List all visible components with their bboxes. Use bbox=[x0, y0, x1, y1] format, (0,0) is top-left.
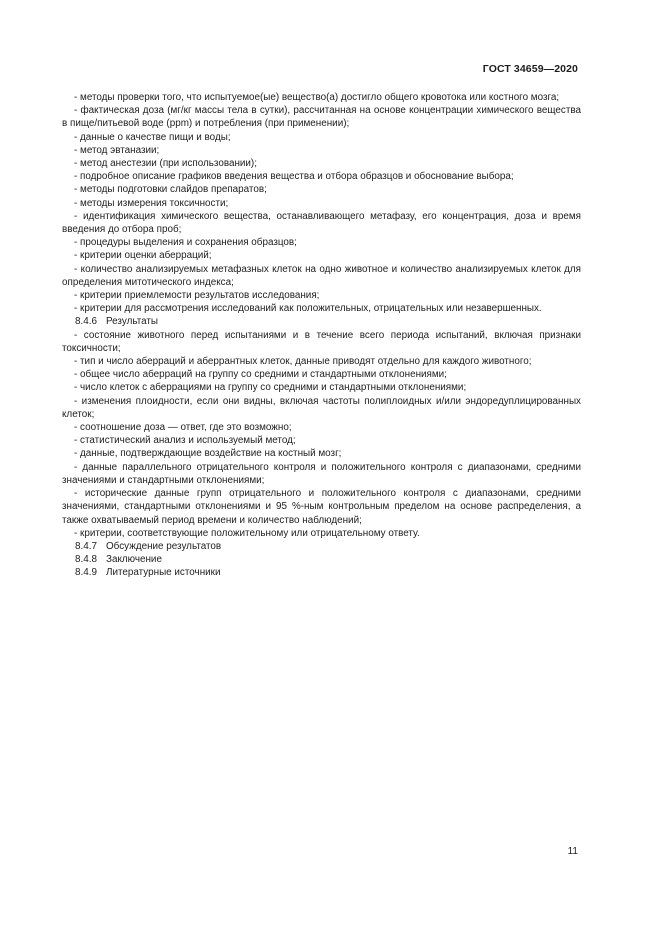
document-body bbox=[62, 91, 581, 580]
list-item: - методы измерения токсичности; bbox=[74, 197, 229, 209]
list-item: - данные о качестве пищи и воды; bbox=[74, 131, 231, 143]
section-8-4-9-heading bbox=[62, 566, 581, 579]
list-item: - изменения плоидности, если они видны, включая частоты полиплоидных и/или эндоредуплицированных клеток; bbox=[62, 395, 581, 420]
list-item: - метод анестезии (при использовании); bbox=[74, 158, 257, 170]
page-number: 11 bbox=[567, 846, 578, 857]
section-number: 8.4.9 bbox=[75, 567, 97, 579]
document-code: ГОСТ 34659—2020 bbox=[482, 63, 578, 75]
section-title: Литературные источники bbox=[106, 567, 221, 579]
section-title: Результаты bbox=[106, 316, 159, 328]
list-item: - общее число аберраций на группу со средними и стандартными отклонениями; bbox=[74, 369, 447, 381]
section-number: 8.4.8 bbox=[75, 554, 97, 566]
list-item: - исторические данные групп отрицательного и положительного контроля с диапазонами, средними значениями, стандартными отклонениями и 95 %-ным контрольным пределом на основе распределения, а также охватываемый период времени и количество наблюдений; bbox=[62, 488, 581, 526]
list-item: - процедуры выделения и сохранения образцов; bbox=[74, 237, 297, 249]
list-item: - количество анализируемых метафазных клеток на одно животное и количество анализируемых клеток для определения митотического индекса; bbox=[62, 263, 581, 288]
section-number: 8.4.6 bbox=[75, 316, 97, 328]
list-item: - критерии приемлемости результатов исследования; bbox=[74, 290, 320, 302]
list-item: - статистический анализ и используемый метод; bbox=[74, 435, 296, 447]
list-item: - критерии для рассмотрения исследований как положительных, отрицательных или незавершенных. bbox=[74, 303, 542, 315]
section-8-4-8-heading bbox=[62, 553, 581, 566]
list-item: - идентификация химического вещества, останавливающего метафазу, его концентрация, доза и время введения до отбора проб; bbox=[62, 210, 581, 236]
section-title: Заключение bbox=[106, 554, 162, 566]
list-item: - методы проверки того, что испытуемое(ые) вещество(а) достигло общего кровотока или костного мозга; bbox=[74, 92, 560, 103]
list-item: - тип и число аберраций и аберрантных клеток, данные приводят отдельно для каждого животного; bbox=[74, 356, 532, 368]
list-item: - подробное описание графиков введения вещества и отбора образцов и обоснование выбора; bbox=[74, 171, 514, 183]
section-8-4-7-heading bbox=[62, 540, 581, 553]
list-item: - критерии, соответствующие положительному или отрицательному ответу. bbox=[74, 527, 420, 539]
list-item: - методы подготовки слайдов препаратов; bbox=[74, 184, 267, 196]
section-8-4-6-heading bbox=[62, 315, 581, 328]
list-item: - соотношение доза — ответ, где это возможно; bbox=[74, 422, 292, 434]
list-item: - данные параллельного отрицательного контроля и положительного контроля с диапазонами, средними значениями и стандартными отклонениями; bbox=[62, 461, 581, 486]
list-item: - критерии оценки аберраций; bbox=[74, 250, 212, 262]
list-item: - данные, подтверждающие воздействие на костный мозг; bbox=[74, 448, 342, 460]
section-title: Обсуждение результатов bbox=[106, 540, 222, 552]
section-number: 8.4.7 bbox=[75, 540, 97, 552]
list-item: - число клеток с аберрациями на группу со средними и стандартными отклонениями; bbox=[74, 382, 467, 394]
list-item: - состояние животного перед испытаниями и в течение всего периода испытаний, включая признаки токсичности; bbox=[62, 329, 581, 354]
list-item: - фактическая доза (мг/кг массы тела в сутки), рассчитанная на основе концентрации химического вещества в пище/питьевой воде (ppm) и потребления (при применении); bbox=[62, 105, 581, 130]
list-item: - метод эвтаназии; bbox=[74, 144, 160, 156]
